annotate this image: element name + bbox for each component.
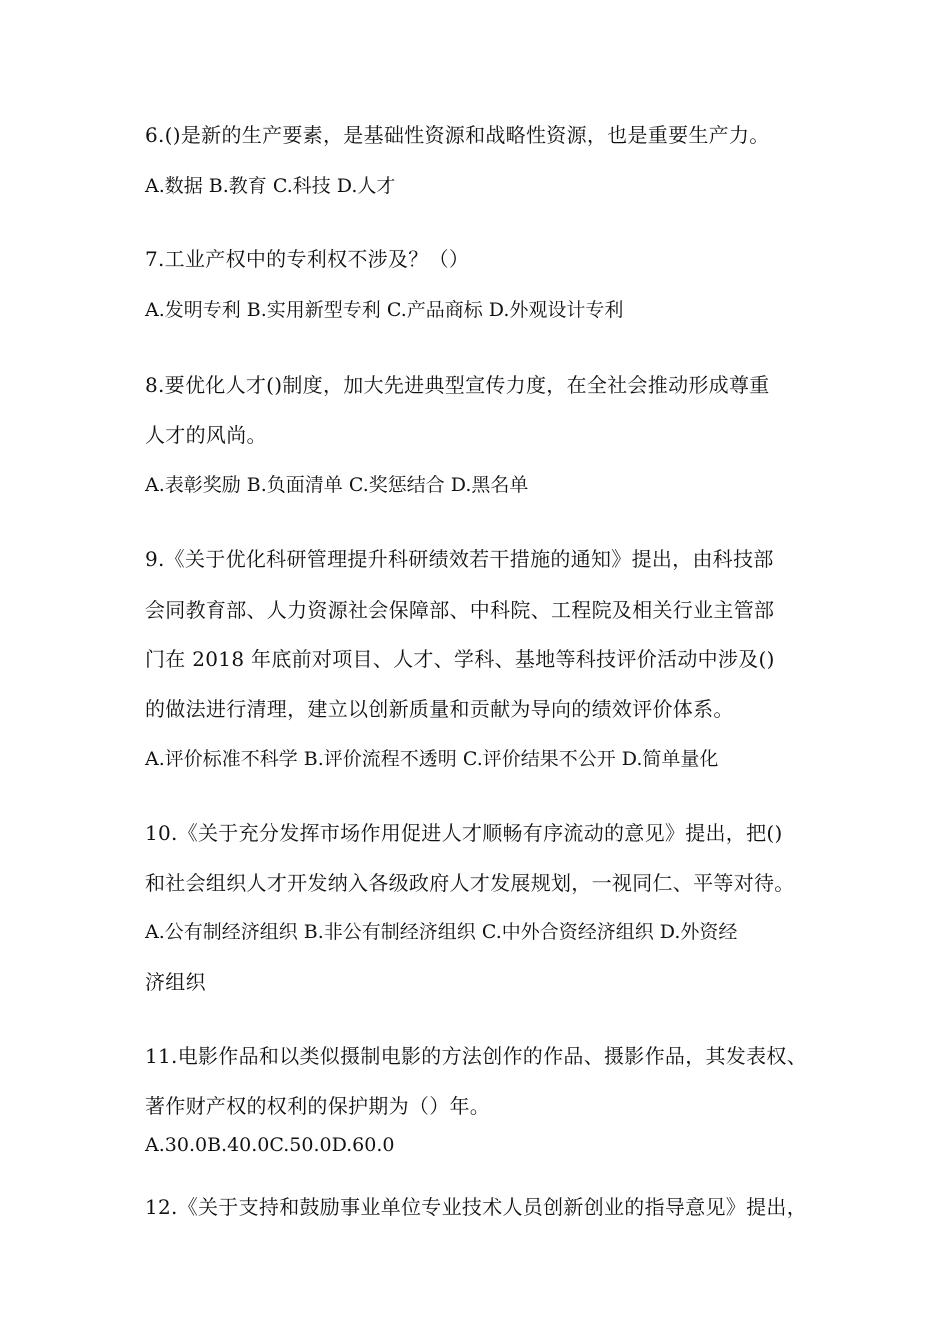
question-10-options-line-1: A.公有制经济组织 B.非公有制经济组织 C.中外合资经济组织 D.外资经 (145, 921, 738, 943)
question-7-text: 7.工业产权中的专利权不涉及？（） (145, 247, 470, 271)
question-9-text-line-1: 9.《关于优化科研管理提升科研绩效若干措施的通知》提出，由科技部 (145, 547, 774, 571)
question-9-text-line-2: 会同教育部、人力资源社会保障部、中科院、工程院及相关行业主管部 (145, 598, 775, 622)
question-8-text-line-1: 8.要优化人才()制度，加大先进典型宣传力度，在全社会推动形成尊重 (145, 373, 770, 397)
question-11-text-line-1: 11.电影作品和以类似摄制电影的方法创作的作品、摄影作品，其发表权、 (145, 1044, 808, 1068)
question-7-options: A.发明专利 B.实用新型专利 C.产品商标 D.外观设计专利 (145, 299, 624, 321)
question-12-text-line-1: 12.《关于支持和鼓励事业单位专业技术人员创新创业的指导意见》提出， (145, 1195, 808, 1219)
question-10-text-line-1: 10.《关于充分发挥市场作用促进人才顺畅有序流动的意见》提出，把() (145, 821, 783, 845)
question-8-options: A.表彰奖励 B.负面清单 C.奖惩结合 D.黑名单 (145, 474, 529, 496)
question-9-options: A.评价标准不科学 B.评价流程不透明 C.评价结果不公开 D.简单量化 (145, 748, 719, 770)
question-9-text-line-3: 门在 2018 年底前对项目、人才、学科、基地等科技评价活动中涉及() (145, 647, 775, 671)
question-10-text-line-2: 和社会组织人才开发纳入各级政府人才发展规划，一视同仁、平等对待。 (145, 871, 795, 895)
question-11-options: A.30.0B.40.0C.50.0D.60.0 (145, 1134, 395, 1156)
question-6-options: A.数据 B.教育 C.科技 D.人才 (145, 175, 396, 197)
question-6-text: 6.()是新的生产要素，是基础性资源和战略性资源，也是重要生产力。 (145, 123, 770, 147)
question-10-options-line-2: 济组织 (145, 970, 206, 994)
question-8-text-line-2: 人才的风尚。 (145, 423, 267, 447)
question-11-text-line-2: 著作财产权的权利的保护期为（）年。 (145, 1094, 491, 1118)
question-9-text-line-4: 的做法进行清理，建立以创新质量和贡献为导向的绩效评价体系。 (145, 697, 734, 721)
